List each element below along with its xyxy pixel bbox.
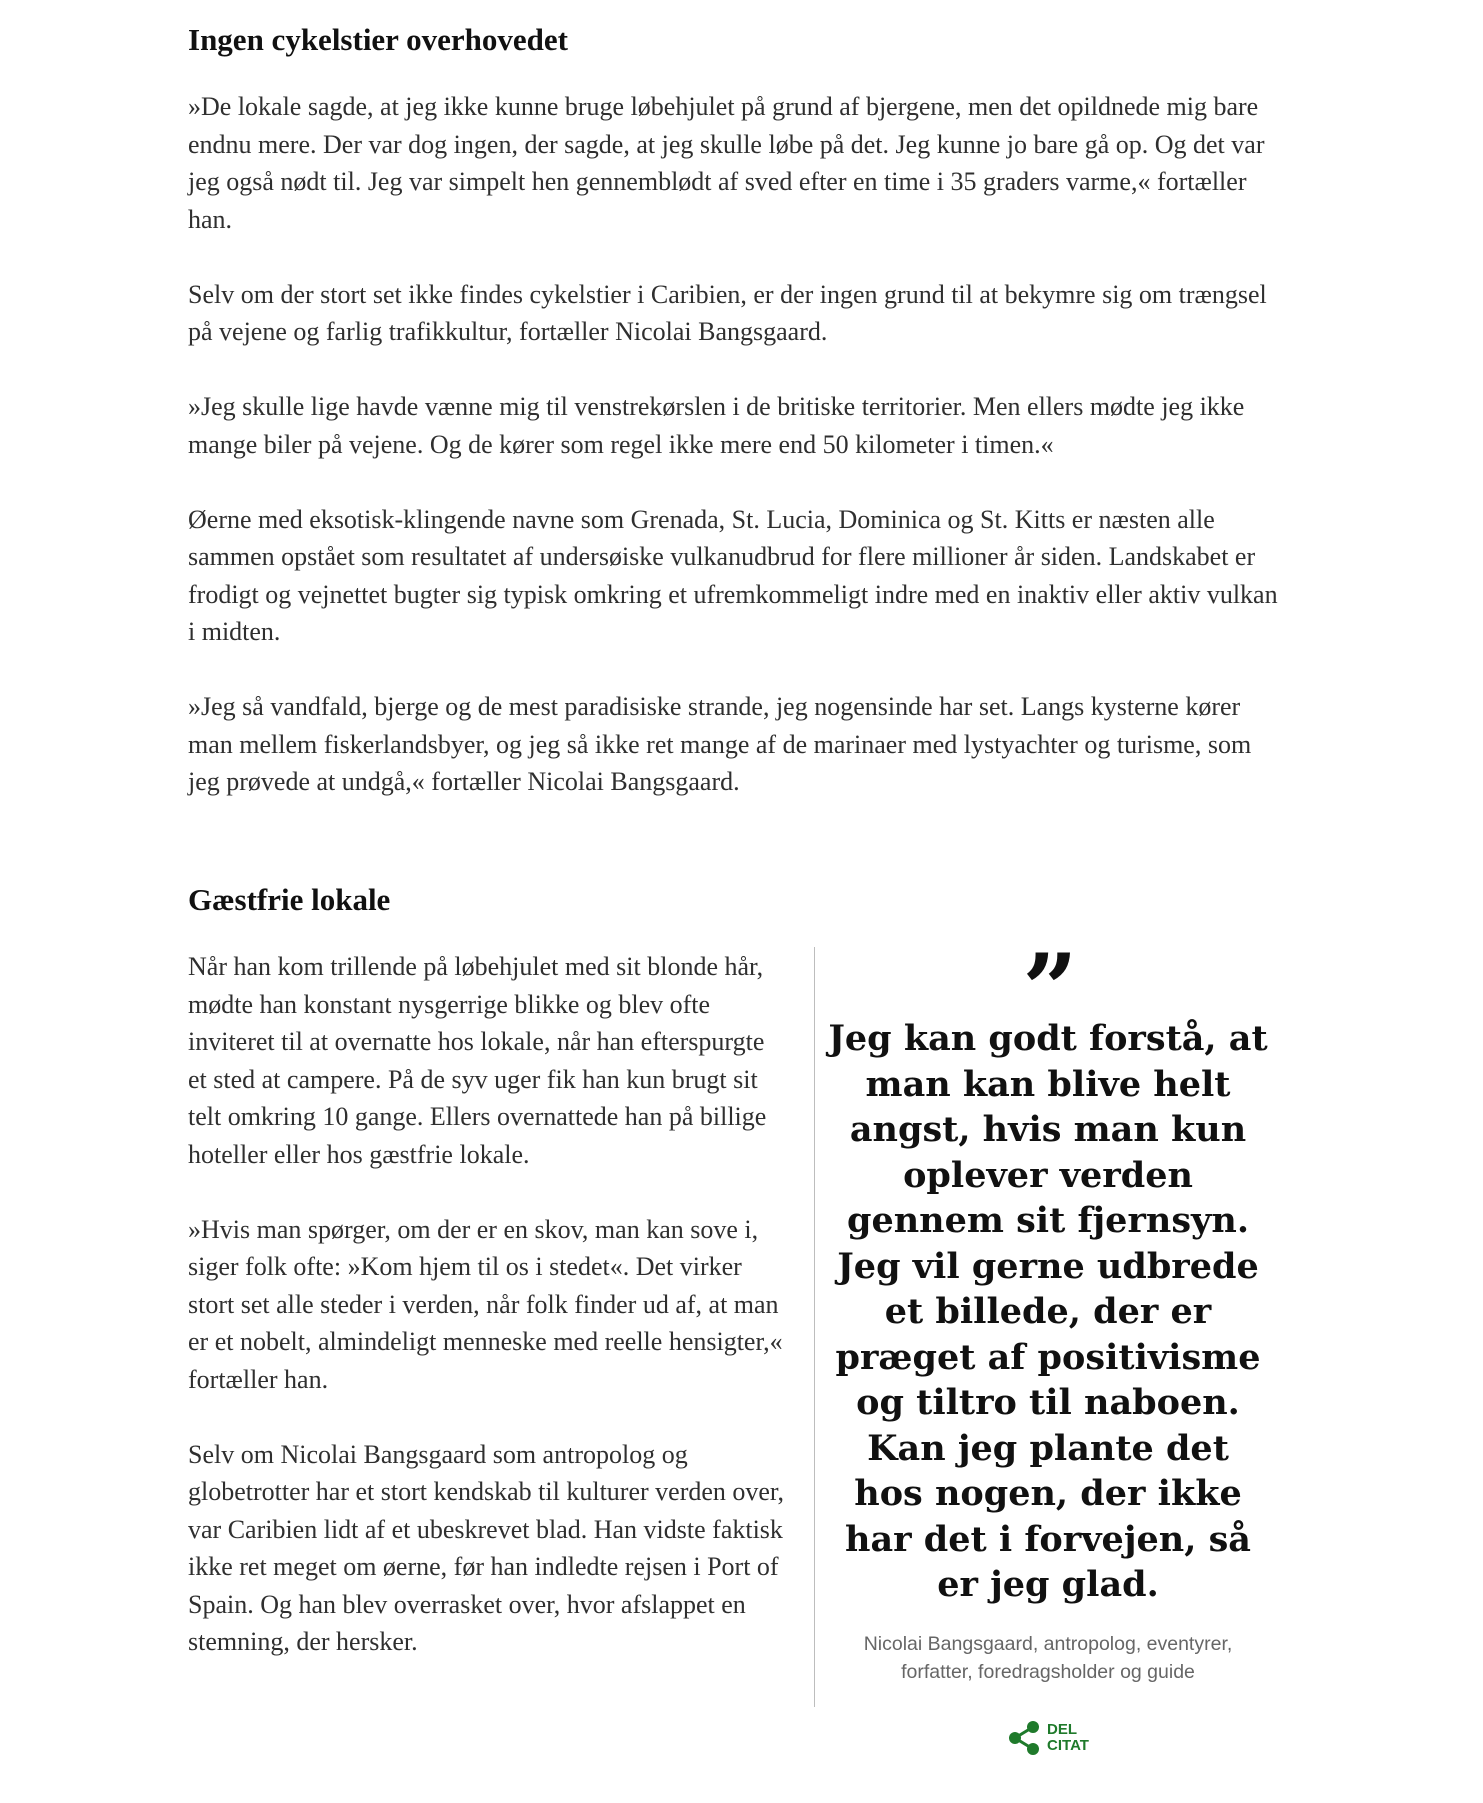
section-heading: Ingen cykelstier overhovedet bbox=[188, 22, 568, 57]
paragraph: Selv om der stort set ikke findes cykelstier i Caribien, er der ingen grund til at bekymre sig om trængsel på vejene og farlig trafikkultur, fortæller Nicolai Bangsgaard. bbox=[188, 279, 1267, 346]
share-label-line: DEL bbox=[1047, 1720, 1078, 1738]
paragraph: Selv om Nicolai Bangsgaard som antropolog og globetrotter har et stort kendskab til kulturer verden over, var Caribien lidt af et ubeskrevet blad. Han vidste faktisk ikke ret meget om øerne, før han indledte rejsen i Port of Spain. Og han blev overrasket over, hvor afslappet en stemning, der hersker. bbox=[188, 1439, 785, 1656]
share-icon bbox=[1007, 1720, 1041, 1756]
paragraph: »Jeg skulle lige havde vænne mig til venstrekørslen i de britiske territorier. Men ellers mødte jeg ikke mange biler på vejene. Og de kører som regel ikke mere end 50 kilometer i timen.« bbox=[188, 392, 1245, 459]
pullquote-text: Jeg kan godt forstå, at man kan blive helt angst, hvis man kun oplever verden gennem sit fjernsyn. Jeg vil gerne udbrede et billede, der er præget af positivisme og tiltro til naboen. Kan jeg plante det hos nogen, der ikke har det i forvejen, så er jeg glad. bbox=[828, 1018, 1268, 1605]
share-quote-button[interactable] bbox=[1007, 1720, 1089, 1756]
paragraph: Når han kom trillende på løbehjulet med sit blonde hår, mødte han konstant nysgerrige blikke og blev ofte inviteret til at overnatte hos lokale, når han efterspurgte et sted at campere. På de syv uger fik han kun brugt sit telt omkring 10 gange. Ellers overnattede han på billige hoteller eller hos gæstfrie lokale. bbox=[188, 952, 767, 1169]
section-heading: Gæstfrie lokale bbox=[188, 882, 391, 917]
paragraph: »Hvis man spørger, om der er en skov, man kan sove i, siger folk ofte: »Kom hjem til os i stedet«. Det virker stort set alle steder i verden, når folk finder ud af, at man er et nobelt, almindeligt menneske med reelle hensigter,« fortæller han. bbox=[188, 1214, 783, 1394]
paragraph: Øerne med eksotisk-klingende navne som Grenada, St. Lucia, Dominica og St. Kitts er næsten alle sammen opstået som resultatet af undersøiske vulkanudbrud for flere millioner år siden. Landskabet er frodigt og vejnettet bugter sig typisk omkring et ufremkommeligt indre med en inaktiv eller aktiv vulkan i midten. bbox=[188, 504, 1278, 646]
share-label-line: CITAT bbox=[1047, 1736, 1089, 1754]
paragraph: »De lokale sagde, at jeg ikke kunne bruge løbehjulet på grund af bjergene, men det opildnede mig bare endnu mere. Der var dog ingen, der sagde, at jeg skulle løbe på det. Jeg kunne jo bare gå op. Og det var jeg også nødt til. Jeg var simpelt hen gennemblødt af sved efter en time i 35 graders varme,« fortæller han. bbox=[188, 92, 1265, 234]
share-quote-label[interactable] bbox=[1047, 1722, 1089, 1754]
quote-mark-icon: ” bbox=[1022, 933, 1074, 1046]
pullquote bbox=[828, 933, 1268, 1761]
paragraph: »Jeg så vandfald, bjerge og de mest paradisiske strande, jeg nogensinde har set. Langs kysterne kører man mellem fiskerlandsbyer, og jeg så ikke ret mange af de marinaer med lystyachter og turisme, som jeg prøvede at undgå,« fortæller Nicolai Bangsgaard. bbox=[188, 692, 1252, 796]
pullquote-divider bbox=[814, 947, 815, 1707]
section-body bbox=[188, 948, 788, 1698]
section-body bbox=[188, 88, 1288, 838]
pullquote-attribution: Nicolai Bangsgaard, antropolog, eventyrer, forfatter, foredragsholder og guide bbox=[863, 1632, 1233, 1683]
